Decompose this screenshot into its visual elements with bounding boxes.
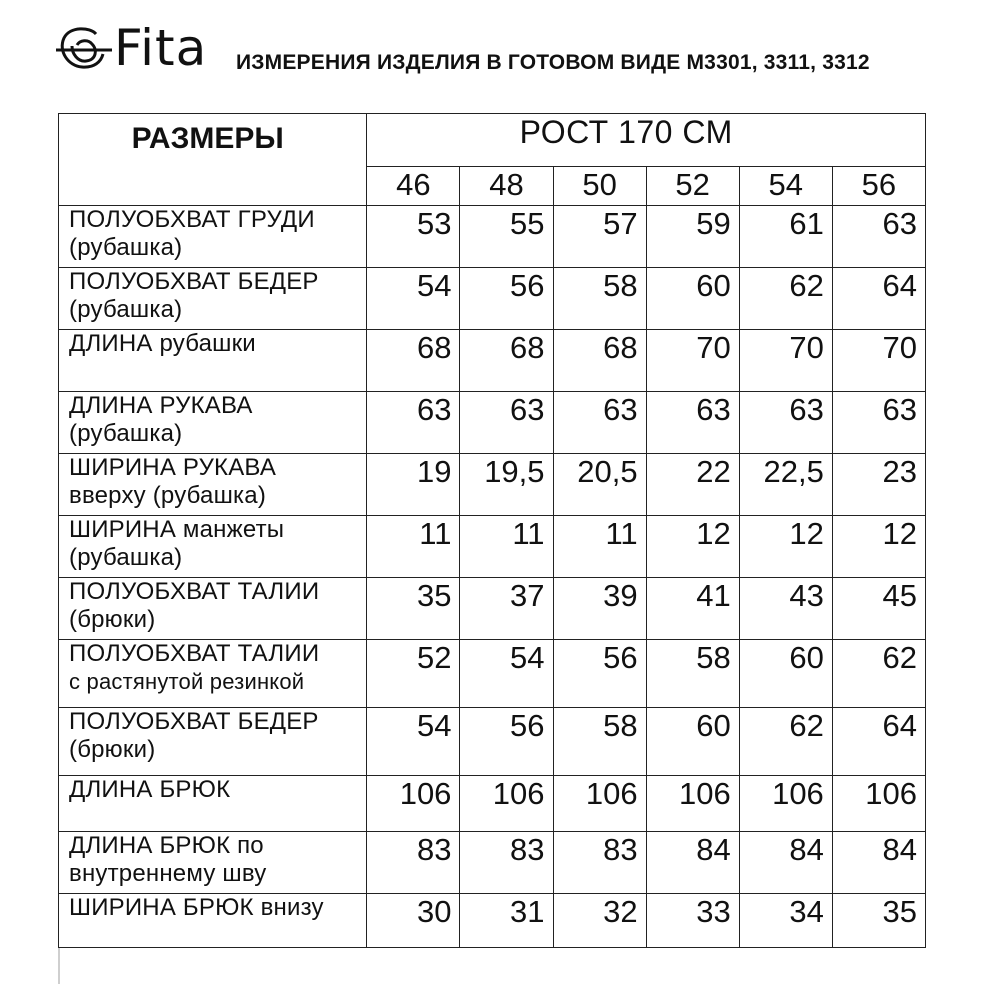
measurement-value: 31 bbox=[510, 894, 545, 929]
measurement-value: 55 bbox=[510, 206, 545, 241]
measurement-value: 68 bbox=[416, 330, 452, 365]
measurement-label: ПОЛУОБХВАТ БЕДЕР bbox=[69, 268, 319, 295]
measurement-value: 45 bbox=[882, 578, 917, 613]
table-row bbox=[59, 206, 926, 268]
brand-logo bbox=[56, 18, 226, 78]
measurement-value-cell bbox=[460, 708, 553, 776]
measurement-value: 57 bbox=[603, 206, 638, 241]
measurement-value: 106 bbox=[678, 776, 731, 811]
measurement-value-cell bbox=[553, 454, 646, 516]
measurement-value-cell bbox=[646, 894, 739, 948]
measurement-label-cell bbox=[59, 578, 367, 640]
measurement-value: 64 bbox=[882, 268, 917, 303]
measurement-value-cell bbox=[553, 578, 646, 640]
measurement-value: 106 bbox=[772, 776, 824, 811]
measurement-value: 19 bbox=[416, 454, 452, 489]
measurement-label: ДЛИНА рубашки bbox=[69, 330, 256, 357]
measurement-value: 106 bbox=[865, 776, 917, 811]
measurement-label: ШИРИНА РУКАВА bbox=[69, 454, 277, 481]
measurement-value: 63 bbox=[789, 392, 824, 427]
measurement-value-cell bbox=[832, 206, 925, 268]
measurement-value: 11 bbox=[512, 516, 545, 551]
measurement-value-cell bbox=[460, 578, 553, 640]
measurement-value: 60 bbox=[696, 268, 731, 303]
measurement-label: ШИРИНА БРЮК внизу bbox=[69, 894, 324, 921]
measurement-value: 83 bbox=[603, 832, 638, 867]
measurement-value-cell bbox=[646, 578, 739, 640]
measurement-value: 60 bbox=[789, 640, 824, 675]
table-row bbox=[59, 708, 926, 776]
measurement-label-cell bbox=[59, 454, 367, 516]
measurement-label: ДЛИНА РУКАВА bbox=[69, 392, 253, 419]
measurement-value: 53 bbox=[416, 206, 452, 241]
measurement-value-cell bbox=[832, 776, 925, 832]
measurement-value-cell bbox=[739, 330, 832, 392]
sizes-header: РАЗМЕРЫ bbox=[131, 122, 284, 155]
measurement-value: 70 bbox=[696, 330, 731, 365]
measurement-value: 52 bbox=[416, 640, 452, 675]
measurement-value-cell bbox=[832, 578, 925, 640]
measurement-label-note: вверху (рубашка) bbox=[69, 482, 267, 509]
measurement-value: 39 bbox=[603, 578, 638, 613]
measurement-label-cell bbox=[59, 708, 367, 776]
measurement-value-cell bbox=[460, 894, 553, 948]
size-cell bbox=[739, 167, 832, 206]
measurement-label-note: (рубашка) bbox=[69, 234, 183, 261]
measurement-value: 60 bbox=[696, 708, 731, 743]
measurement-value-cell bbox=[460, 392, 553, 454]
measurement-label-cell bbox=[59, 894, 367, 948]
measurement-value-cell bbox=[460, 776, 553, 832]
measurement-label-note: (брюки) bbox=[69, 606, 156, 633]
size-number: 46 bbox=[396, 167, 431, 202]
measurement-value-cell bbox=[646, 268, 739, 330]
brand-name: Fita bbox=[114, 19, 208, 77]
measurement-value: 64 bbox=[882, 708, 917, 743]
measurement-value: 11 bbox=[605, 516, 638, 551]
table-header-row bbox=[59, 114, 926, 167]
sizes-header-cell bbox=[59, 114, 367, 206]
measurement-label-cell bbox=[59, 268, 367, 330]
measurement-value: 11 bbox=[419, 516, 452, 551]
measurement-label: ПОЛУОБХВАТ ГРУДИ bbox=[69, 206, 315, 233]
measurement-label-note: с растянутой резинкой bbox=[69, 669, 305, 694]
measurement-value-cell bbox=[646, 640, 739, 708]
measurement-value: 35 bbox=[882, 894, 917, 929]
measurement-value: 70 bbox=[789, 330, 824, 365]
measurement-value: 83 bbox=[416, 832, 452, 867]
size-number: 50 bbox=[582, 167, 617, 202]
measurement-value: 84 bbox=[882, 832, 917, 867]
measurement-value: 37 bbox=[510, 578, 545, 613]
measurement-value-cell bbox=[646, 206, 739, 268]
table-row bbox=[59, 454, 926, 516]
measurement-value: 30 bbox=[416, 894, 452, 929]
measurement-value-cell bbox=[646, 330, 739, 392]
measurement-value-cell bbox=[367, 832, 460, 894]
measurement-value-cell bbox=[832, 894, 925, 948]
measurement-value-cell bbox=[460, 268, 553, 330]
measurement-value-cell bbox=[832, 454, 925, 516]
measurement-value-cell bbox=[553, 330, 646, 392]
measurement-value-cell bbox=[367, 516, 460, 578]
measurement-value: 63 bbox=[882, 206, 917, 241]
measurement-value-cell bbox=[367, 640, 460, 708]
measurement-value: 58 bbox=[603, 268, 638, 303]
measurement-value: 12 bbox=[882, 516, 917, 551]
measurement-value: 62 bbox=[882, 640, 917, 675]
measurement-value-cell bbox=[739, 832, 832, 894]
measurement-value-cell bbox=[553, 392, 646, 454]
measurement-value: 83 bbox=[510, 832, 545, 867]
measurement-value: 84 bbox=[789, 832, 824, 867]
measurement-value: 54 bbox=[416, 268, 452, 303]
measurement-value-cell bbox=[832, 708, 925, 776]
measurement-value: 58 bbox=[696, 640, 731, 675]
size-cell bbox=[646, 167, 739, 206]
measurement-value-cell bbox=[460, 640, 553, 708]
measurement-value-cell bbox=[832, 832, 925, 894]
measurement-value-cell bbox=[739, 392, 832, 454]
size-cell bbox=[832, 167, 925, 206]
measurement-value-cell bbox=[367, 454, 460, 516]
measurement-value-cell bbox=[367, 268, 460, 330]
measurement-value-cell bbox=[553, 640, 646, 708]
size-number: 52 bbox=[675, 167, 710, 202]
table-row bbox=[59, 776, 926, 832]
measurement-value-cell bbox=[832, 640, 925, 708]
measurement-value-cell bbox=[739, 894, 832, 948]
measurement-label-note: (рубашка) bbox=[69, 544, 183, 571]
table-row bbox=[59, 894, 926, 948]
table-row bbox=[59, 640, 926, 708]
measurement-value-cell bbox=[460, 206, 553, 268]
measurement-value-cell bbox=[739, 454, 832, 516]
measurement-value-cell bbox=[367, 776, 460, 832]
measurement-value: 43 bbox=[789, 578, 824, 613]
measurement-label: ПОЛУОБХВАТ ТАЛИИ bbox=[69, 578, 320, 605]
measurement-value: 56 bbox=[510, 268, 545, 303]
measurement-value-cell bbox=[739, 708, 832, 776]
measurement-value: 32 bbox=[603, 894, 638, 929]
measurement-label-cell bbox=[59, 330, 367, 392]
measurement-label: ШИРИНА манжеты bbox=[69, 516, 285, 543]
height-header: РОСТ 170 СМ bbox=[519, 114, 733, 150]
table-row bbox=[59, 832, 926, 894]
measurement-value: 61 bbox=[789, 206, 824, 241]
size-cell bbox=[367, 167, 460, 206]
measurement-value: 63 bbox=[882, 392, 917, 427]
measurement-value: 68 bbox=[510, 330, 545, 365]
measurement-value: 62 bbox=[789, 268, 824, 303]
measurement-value-cell bbox=[646, 392, 739, 454]
measurement-value-cell bbox=[553, 776, 646, 832]
measurement-label-cell bbox=[59, 206, 367, 268]
measurement-value-cell bbox=[646, 454, 739, 516]
measurement-value-cell bbox=[646, 776, 739, 832]
measurement-label-cell bbox=[59, 640, 367, 708]
measurement-label: ДЛИНА БРЮК bbox=[69, 776, 231, 803]
measurement-value: 84 bbox=[696, 832, 731, 867]
measurement-label: ДЛИНА БРЮК по bbox=[69, 832, 264, 859]
table-row bbox=[59, 268, 926, 330]
measurement-value: 56 bbox=[510, 708, 545, 743]
measurement-value-cell bbox=[553, 894, 646, 948]
measurement-value: 22 bbox=[696, 454, 731, 489]
size-number: 56 bbox=[861, 167, 897, 202]
measurement-value: 63 bbox=[510, 392, 545, 427]
measurements-table bbox=[58, 113, 926, 948]
measurement-label: ПОЛУОБХВАТ ТАЛИИ bbox=[69, 640, 320, 667]
measurement-value: 63 bbox=[416, 392, 452, 427]
measurement-value: 23 bbox=[882, 454, 917, 489]
measurement-value-cell bbox=[367, 894, 460, 948]
measurement-label-note: (рубашка) bbox=[69, 296, 183, 323]
measurement-label-note: (брюки) bbox=[69, 736, 156, 763]
table-row bbox=[59, 392, 926, 454]
measurement-value: 54 bbox=[416, 708, 452, 743]
measurement-value-cell bbox=[553, 268, 646, 330]
measurement-value-cell bbox=[460, 516, 553, 578]
measurement-value: 106 bbox=[492, 776, 545, 811]
measurement-value: 35 bbox=[416, 578, 452, 613]
measurement-value: 63 bbox=[603, 392, 638, 427]
measurement-value-cell bbox=[367, 392, 460, 454]
measurement-label-cell bbox=[59, 832, 367, 894]
measurement-value: 19,5 bbox=[484, 454, 545, 489]
measurement-label-note: (рубашка) bbox=[69, 420, 183, 447]
measurement-value-cell bbox=[367, 330, 460, 392]
measurement-value-cell bbox=[553, 516, 646, 578]
size-number: 48 bbox=[489, 167, 524, 202]
measurement-value: 34 bbox=[789, 894, 824, 929]
measurement-value-cell bbox=[460, 454, 553, 516]
measurement-label-cell bbox=[59, 516, 367, 578]
table-row bbox=[59, 578, 926, 640]
measurement-value-cell bbox=[832, 268, 925, 330]
measurement-value: 106 bbox=[585, 776, 638, 811]
measurement-value: 54 bbox=[510, 640, 545, 675]
measurement-label: ПОЛУОБХВАТ БЕДЕР bbox=[69, 708, 319, 735]
measurement-value-cell bbox=[739, 268, 832, 330]
measurement-value: 68 bbox=[603, 330, 638, 365]
measurement-value-cell bbox=[832, 516, 925, 578]
measurement-label-cell bbox=[59, 776, 367, 832]
measurement-value-cell bbox=[367, 206, 460, 268]
measurement-value: 56 bbox=[603, 640, 638, 675]
measurement-value-cell bbox=[553, 708, 646, 776]
size-cell bbox=[460, 167, 553, 206]
measurement-value-cell bbox=[646, 832, 739, 894]
measurement-value-cell bbox=[739, 776, 832, 832]
height-header-cell bbox=[367, 114, 926, 167]
measurement-value-cell bbox=[832, 330, 925, 392]
document-title: ИЗМЕРЕНИЯ ИЗДЕЛИЯ В ГОТОВОМ ВИДЕ М3301, 3311, 3312 bbox=[236, 51, 870, 74]
size-cell bbox=[553, 167, 646, 206]
measurement-value: 58 bbox=[603, 708, 638, 743]
table-continuation-line bbox=[58, 948, 60, 984]
measurement-value-cell bbox=[739, 516, 832, 578]
size-number: 54 bbox=[768, 167, 803, 202]
measurement-value-cell bbox=[646, 708, 739, 776]
measurement-value: 12 bbox=[789, 516, 824, 551]
measurement-value: 12 bbox=[696, 516, 731, 551]
measurement-value-cell bbox=[367, 708, 460, 776]
measurement-value-cell bbox=[646, 516, 739, 578]
measurement-value: 59 bbox=[696, 206, 731, 241]
table-row bbox=[59, 330, 926, 392]
measurement-value: 63 bbox=[696, 392, 731, 427]
measurement-value-cell bbox=[739, 578, 832, 640]
measurement-value-cell bbox=[832, 392, 925, 454]
page-header bbox=[56, 18, 956, 88]
table-row bbox=[59, 516, 926, 578]
measurement-value-cell bbox=[460, 330, 553, 392]
measurement-value: 70 bbox=[882, 330, 917, 365]
measurement-label-cell bbox=[59, 392, 367, 454]
fita-theta-logo-icon bbox=[56, 24, 112, 76]
measurement-value: 106 bbox=[399, 776, 452, 811]
measurement-value: 41 bbox=[696, 578, 731, 613]
measurement-value: 20,5 bbox=[577, 454, 638, 489]
measurement-value-cell bbox=[553, 832, 646, 894]
measurement-label-note: внутреннему шву bbox=[69, 860, 267, 887]
measurement-value-cell bbox=[460, 832, 553, 894]
measurement-value-cell bbox=[367, 578, 460, 640]
measurement-value: 62 bbox=[789, 708, 824, 743]
measurement-value: 33 bbox=[696, 894, 731, 929]
measurement-value-cell bbox=[739, 640, 832, 708]
measurement-value-cell bbox=[739, 206, 832, 268]
measurement-value-cell bbox=[553, 206, 646, 268]
measurement-value: 22,5 bbox=[763, 454, 824, 489]
